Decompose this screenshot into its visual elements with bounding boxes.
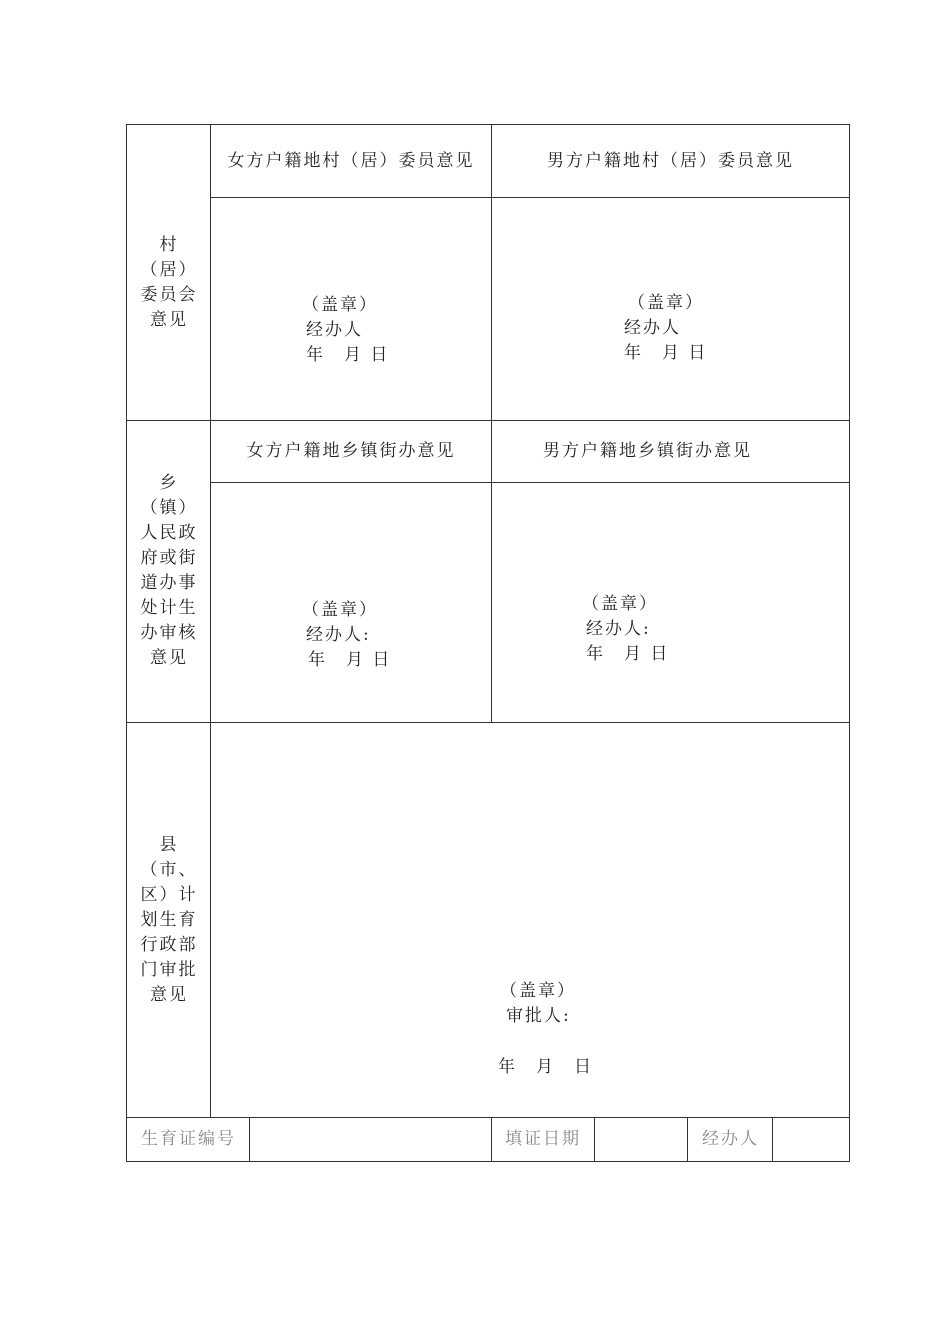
footer-divider-2 xyxy=(491,1117,492,1161)
section-divider-3 xyxy=(126,1117,850,1118)
county-label-line: 县 xyxy=(159,835,179,855)
village-label-line: 意见 xyxy=(150,310,188,330)
date-label: 年 月 日 xyxy=(624,343,708,363)
township-label-line: 府或街 xyxy=(140,548,198,568)
table-border-bottom xyxy=(126,1161,850,1162)
table-border-top xyxy=(126,124,850,125)
village-label-line: （居） xyxy=(140,260,198,280)
footer-divider-4 xyxy=(687,1117,688,1161)
cert-number-label: 生育证编号 xyxy=(141,1129,236,1149)
footer-divider-1 xyxy=(249,1117,250,1161)
county-signature xyxy=(500,979,576,1029)
footer-divider-3 xyxy=(594,1117,595,1161)
male-township-signature xyxy=(582,592,669,667)
label-column-divider xyxy=(210,124,211,1118)
table-border-left xyxy=(126,124,127,1162)
date-label: 年 月 日 xyxy=(306,345,390,365)
county-section-label xyxy=(128,833,210,1008)
township-label-line: 意见 xyxy=(150,648,188,668)
male-township-header: 男方户籍地乡镇街办意见 xyxy=(543,441,752,461)
handler-label: 经办人 xyxy=(306,320,363,340)
fill-date-label: 填证日期 xyxy=(505,1129,581,1149)
handler-footer-field[interactable] xyxy=(775,1120,847,1158)
approver-label: 审批人: xyxy=(506,1006,571,1026)
county-label-line: 划生育 xyxy=(140,910,198,930)
male-village-header: 男方户籍地村（居）委员意见 xyxy=(547,151,794,171)
cert-number-field[interactable] xyxy=(252,1120,488,1158)
township-label-line: 人民政 xyxy=(140,523,198,543)
section-divider-1 xyxy=(126,420,850,421)
township-label-line: 处计生 xyxy=(140,598,198,618)
township-label-line: 乡 xyxy=(159,473,179,493)
county-label-line: 行政部 xyxy=(140,935,198,955)
handler-label: 经办人 xyxy=(624,318,681,338)
county-label-line: 区）计 xyxy=(140,885,198,905)
fill-date-field[interactable] xyxy=(597,1120,685,1158)
village-header-divider xyxy=(210,197,850,198)
village-label-line: 村 xyxy=(159,235,179,255)
seal-label: （盖章） xyxy=(628,293,704,313)
seal-label: （盖章） xyxy=(302,295,378,315)
township-header-divider xyxy=(210,482,850,483)
seal-label: （盖章） xyxy=(302,600,378,620)
seal-label: （盖章） xyxy=(582,594,658,614)
male-village-signature xyxy=(624,291,708,366)
county-date-label: 年 月 日 xyxy=(498,1057,593,1077)
date-label: 年 月 日 xyxy=(308,650,392,670)
village-section-label xyxy=(128,233,210,333)
township-label-line: 办审核 xyxy=(140,623,198,643)
female-village-signature xyxy=(302,293,389,368)
table-border-right xyxy=(849,124,850,1162)
village-label-line: 委员会 xyxy=(140,285,198,305)
county-label-line: 意见 xyxy=(150,985,188,1005)
seal-label: （盖章） xyxy=(500,981,576,1001)
handler-label: 经办人: xyxy=(306,625,371,645)
county-label-line: （市、 xyxy=(140,860,198,880)
female-male-divider xyxy=(491,124,492,723)
handler-footer-label: 经办人 xyxy=(702,1129,759,1149)
section-divider-2 xyxy=(126,722,850,723)
township-label-line: （镇） xyxy=(140,498,198,518)
township-label-line: 道办事 xyxy=(140,573,198,593)
township-section-label xyxy=(128,471,210,671)
female-township-signature xyxy=(302,598,391,673)
date-label: 年 月 日 xyxy=(586,644,670,664)
county-label-line: 门审批 xyxy=(140,960,198,980)
female-township-header: 女方户籍地乡镇街办意见 xyxy=(246,441,456,461)
handler-label: 经办人: xyxy=(586,619,651,639)
footer-divider-5 xyxy=(772,1117,773,1161)
female-village-header: 女方户籍地村（居）委员意见 xyxy=(227,151,475,171)
